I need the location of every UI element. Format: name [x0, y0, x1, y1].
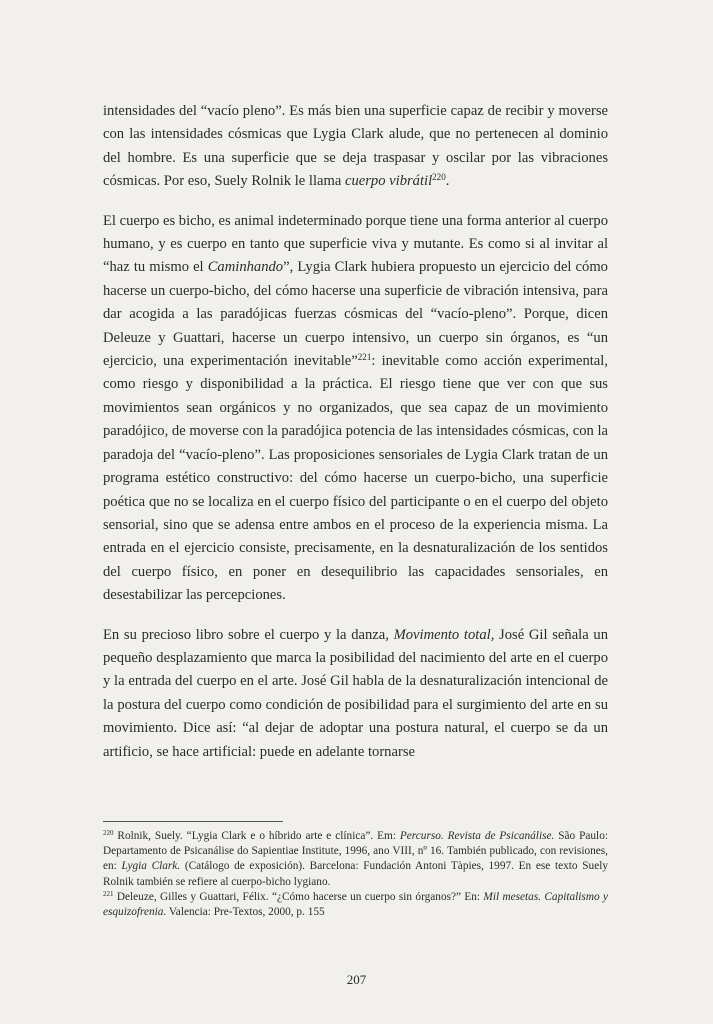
footnote-number: 220 [103, 829, 114, 838]
footnote-number: 221 [103, 889, 114, 898]
footnotes [103, 829, 608, 920]
paragraph-text: : inevitable como acción experimental, como riesgo y disponibilidad a la práctica. El riesgo tiene que ver con que sus movimientos sean orgánicos y no organizados, que sea capaz de un movimiento paradójico, de moverse con la paradójica potencia de las intensidades cósmicas, con la paradoja del “vacío-pleno”. Las proposiciones sensoriales de Lygia Clark tratan de un programa estético constructivo: del cómo hacerse un cuerpo-bicho, una superficie poética que no se localiza en el cuerpo físico del participante o en el cuerpo del objeto sensorial, sino que se adensa entre ambos en el proceso de la experiencia misma. La entrada en el ejercicio consiste, precisamente, en la desnaturalización de los sentidos del cuerpo físico, en poner en desequilibrio las capacidades sensoriales, en desestabilizar las percepciones. [103, 353, 608, 604]
paragraph-text: En su precioso libro sobre el cuerpo y la danza, [103, 626, 394, 643]
paragraph-text: ”, Lygia Clark hubiera propuesto un ejercicio del cómo hacerse un cuerpo-bicho, del cómo hacerse una superficie de vibración intensiva, para dar acogida a las paradójicas fuerzas cósmicas del “vacío-pleno”. Porque, dicen Deleuze y Guattari, hacerse un cuerpo intensivo, un cuerpo sin órganos, es “un ejercicio, una experimentación inevitable” [103, 259, 608, 370]
paragraph-text: , José Gil señala un pequeño desplazamiento que marca la posibilidad del nacimiento del arte en el cuerpo y la entrada del cuerpo en el arte. José Gil habla de la desnaturalización intencional de la postura del cuerpo como condición de posibilidad para el surgimiento del arte en su movimiento. Dice así: “al dejar de adoptar una postura natural, el cuerpo se da un artificio, se hace artificial: puede en adelante tornarse [103, 626, 609, 760]
footnote-ref-220[interactable]: 220 [432, 172, 446, 183]
paragraph-2 [103, 210, 608, 608]
paragraph-text: El cuerpo es bicho, es animal indeterminado porque tiene una forma anterior al cuerpo humano, y es cuerpo en tanto que superficie viva y mutante. Es como si al invitar al “haz tu mismo el [103, 212, 608, 276]
footnote-text: São Paulo: Departamento de Psicanálise do Sapientiae Institute, 1996, ano VIII, nº 16. También publicado, con revisiones, en: [103, 830, 608, 873]
body-text [103, 100, 608, 764]
paragraph-1 [103, 100, 608, 194]
footnote-text: Rolnik, Suely. “Lygia Clark e o híbrido arte e clínica”. Em: [113, 830, 400, 842]
paragraph-text: . [445, 173, 450, 190]
italic-term: cuerpo vibrátil [344, 173, 433, 190]
paragraph-text: intensidades del “vacío pleno”. Es más bien una superficie capaz de recibir y moverse con las intensidades cósmicas que Lygia Clark alude, que no pertenecen al dominio del hombre. Es una superficie que se deja traspasar y oscilar por las vibraciones cósmicas. Por eso, Suely Rolnik le llama [103, 103, 608, 190]
page-number: 207 [346, 972, 367, 987]
italic-title: Caminhando [207, 259, 284, 276]
footnote-text: (Catálogo de exposición). Barcelona: Fundación Antoni Tàpies, 1997. En ese texto Suely Rolnik también se refiere al cuerpo-bicho lygiano. [103, 860, 609, 888]
paragraph-3 [103, 624, 608, 764]
italic-title: Movimento total [393, 626, 491, 643]
footnote-text: Valencia: Pre-Textos, 2000, p. 155 [166, 906, 325, 919]
italic-title: Lygia Clark. [121, 860, 181, 873]
italic-title: Mil mesetas. Capitalismo y esquizofrenia. [103, 890, 608, 919]
footnote-divider [103, 821, 283, 822]
italic-title: Percurso. Revista de Psicanálise. [399, 830, 555, 842]
footnote-text: Deleuze, Gilles y Guattari, Félix. “¿Cómo hacerse un cuerpo sin órganos?” En: [113, 890, 484, 903]
footnote-221 [103, 890, 608, 920]
footnote-220 [103, 829, 608, 890]
footnote-ref-221[interactable]: 221 [357, 352, 372, 363]
